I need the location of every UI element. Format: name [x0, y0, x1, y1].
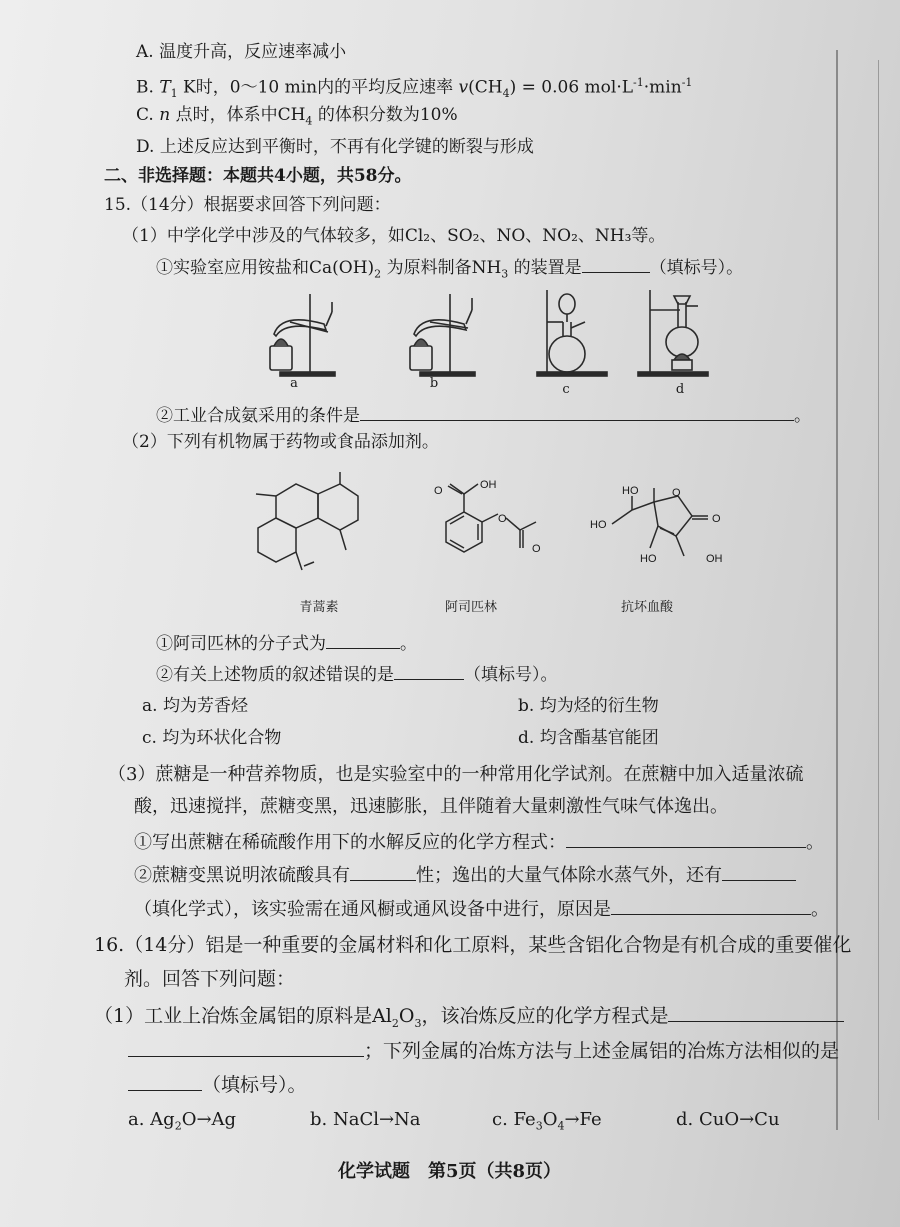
- svg-text:HO: HO: [640, 553, 657, 565]
- svg-text:HO: HO: [622, 485, 639, 497]
- svg-text:OH: OH: [480, 479, 497, 491]
- margin-line: [836, 50, 838, 1130]
- answer-blank[interactable]: [350, 862, 416, 881]
- compound-name-ascorbic: 抗坏血酸: [620, 600, 673, 615]
- apparatus-a: [270, 294, 335, 376]
- artemisinin-structure: [256, 472, 358, 570]
- answer-blank[interactable]: [128, 1072, 202, 1091]
- q15-part2-2: ②有关上述物质的叙述错误的是 （填标号）。: [156, 661, 558, 687]
- q15-part3-2: ②蔗糖变黑说明浓硫酸具有 性；逸出的大量气体除水蒸气外，还有: [134, 862, 796, 888]
- aspirin-structure: [446, 484, 536, 552]
- svg-text:O: O: [498, 513, 507, 525]
- svg-text:OH: OH: [706, 553, 723, 565]
- q15-title: 15.（14分）根据要求回答下列问题：: [104, 195, 391, 215]
- answer-blank[interactable]: [611, 896, 811, 915]
- apparatus-d: [638, 290, 708, 376]
- q15-part1: （1）中学化学中涉及的气体较多，如Cl₂、SO₂、NO、NO₂、NH₃等。: [122, 226, 666, 246]
- apparatus-b: [410, 294, 475, 376]
- option-b: B. $T_1$ K时，0～10 min内的平均反应速率 $v(CH_4) = 0.06$ $mol\cdot L^{-1}\cdot\min^{-1}$: [136, 76, 693, 101]
- q15-part1-2: ②工业合成氨采用的条件是 。: [156, 402, 811, 428]
- answer-blank[interactable]: [360, 402, 794, 421]
- answer-blank[interactable]: [722, 862, 796, 881]
- margin-line-outer: [878, 60, 879, 1120]
- option-d: D. 上述反应达到平衡时，不再有化学键的断裂与形成: [136, 137, 534, 157]
- answer-blank[interactable]: [394, 661, 464, 680]
- q16-option-a: a. $Ag_2O\to Ag$: [128, 1109, 237, 1133]
- answer-blank[interactable]: [566, 829, 806, 848]
- q15-part2-1: ①阿司匹林的分子式为 。: [156, 630, 417, 656]
- q15-part3-3: （填化学式），该实验需在通风橱或通风设备中进行，原因是 。: [134, 896, 829, 922]
- answer-blank[interactable]: [128, 1038, 364, 1057]
- section-heading: 二、非选择题：本题共4小题，共58分。: [104, 166, 412, 186]
- q16-title-line1: 16.（14分）铝是一种重要的金属材料和化工原料，某些含铝化合物是有机合成的重要催化: [94, 934, 852, 956]
- q16-title-line2: 剂。回答下列问题：: [124, 968, 296, 990]
- q15-part3-line1: （3）蔗糖是一种营养物质，也是实验室中的一种常用化学试剂。在蔗糖中加入适量浓硫: [108, 764, 804, 785]
- page-footer: 化学试题 第5页（共8页）: [338, 1161, 562, 1182]
- svg-text:HO: HO: [590, 519, 607, 531]
- q16-part1-line2: ；下列金属的冶炼方法与上述金属铝的冶炼方法相似的是: [128, 1038, 839, 1063]
- option-c: C. n 点时，体系中$CH_4$ 的体积分数为10%: [136, 105, 458, 128]
- apparatus-label-d: d: [675, 382, 685, 397]
- svg-text:O: O: [434, 485, 443, 497]
- svg-text:O: O: [672, 487, 681, 499]
- choice-a: a. 均为芳香烃: [142, 696, 248, 716]
- ascorbic-acid-structure: [612, 488, 708, 556]
- answer-blank[interactable]: [668, 1003, 844, 1022]
- structures-figure: [236, 466, 756, 606]
- q16-option-d: d. CuO→Cu: [676, 1109, 780, 1130]
- svg-text:O: O: [712, 513, 721, 525]
- q15-part3-line2: 酸，迅速搅拌，蔗糖变黑，迅速膨胀，且伴随着大量刺激性气味气体逸出。: [134, 796, 728, 817]
- q15-part1-1: ①实验室应用铵盐和$Ca(OH)_2$ 为原料制备$NH_3$ 的装置是 （填标号）。: [156, 254, 743, 286]
- compound-name-aspirin: 阿司匹林: [444, 600, 497, 615]
- choice-d: d. 均含酯基官能团: [518, 728, 659, 748]
- compound-name-artemisinin: 青蒿素: [299, 600, 339, 615]
- svg-text:O: O: [532, 543, 541, 555]
- choice-c: c. 均为环状化合物: [142, 728, 282, 748]
- q16-option-b: b. NaCl→Na: [310, 1109, 421, 1130]
- q15-part2: （2）下列有机物属于药物或食品添加剂。: [122, 432, 439, 452]
- answer-blank[interactable]: [582, 254, 650, 273]
- apparatus-figure: [260, 282, 720, 402]
- option-a: A. 温度升高，反应速率减小: [136, 42, 347, 62]
- q16-part1-line3: （填标号）。: [128, 1072, 307, 1097]
- answer-blank[interactable]: [326, 630, 400, 649]
- apparatus-c: [537, 290, 607, 376]
- choice-b: b. 均为烃的衍生物: [518, 696, 659, 716]
- q16-part1-line1: （1）工业上冶炼金属铝的原料是$Al_2O_3$，该冶炼反应的化学方程式是: [94, 1003, 844, 1036]
- q16-option-c: c. $Fe_3O_4\to Fe$: [492, 1109, 602, 1133]
- apparatus-label-b: b: [429, 376, 439, 391]
- q15-part3-1: ①写出蔗糖在稀硫酸作用下的水解反应的化学方程式： 。: [134, 829, 824, 855]
- apparatus-label-c: c: [562, 382, 570, 397]
- apparatus-label-a: a: [290, 376, 298, 391]
